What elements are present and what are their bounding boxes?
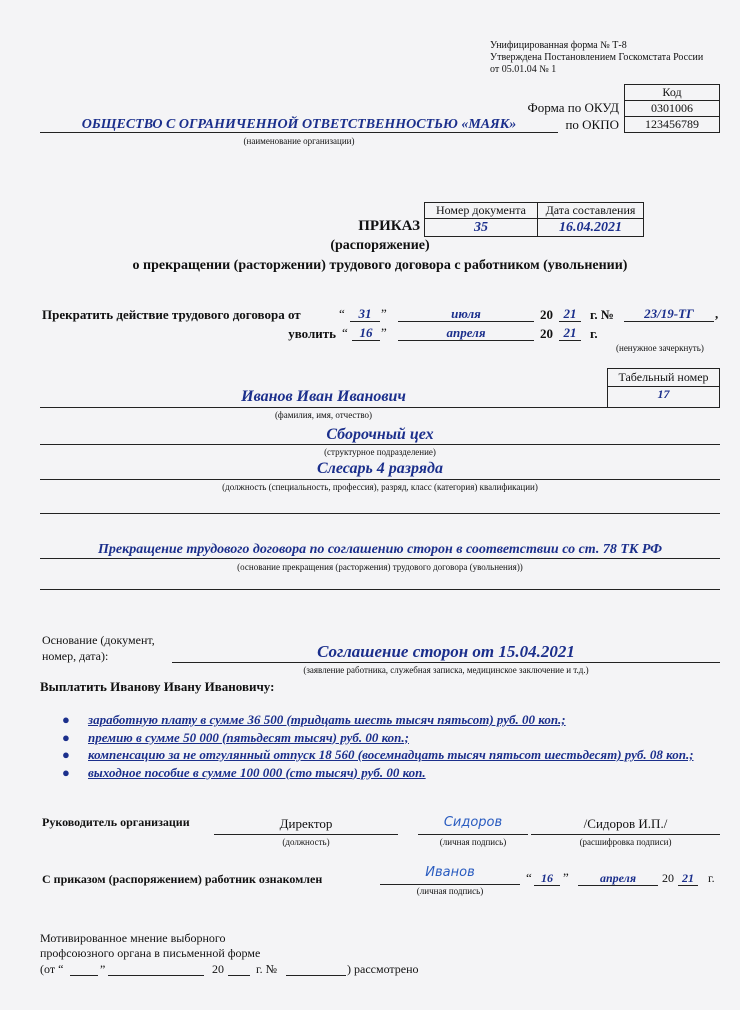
acquaint-year-line xyxy=(678,885,698,886)
bullet-icon: ● xyxy=(62,747,70,762)
union-line-2: профсоюзного органа в письменной форме xyxy=(40,946,261,960)
termination-month: июля xyxy=(451,306,481,321)
employee-signature-line xyxy=(380,884,520,885)
union-year-line xyxy=(228,975,250,976)
doc-date: 16.04.2021 xyxy=(538,219,644,237)
termination-ground: Прекращение трудового договора по соглашению сторон в соответствии со ст. 78 ТК РФ xyxy=(98,542,662,557)
payment-item xyxy=(40,746,720,764)
head-signature-caption: (личная подпись) xyxy=(439,837,507,847)
head-label: Руководитель организации xyxy=(42,815,190,829)
tab-number: 17 xyxy=(608,387,720,408)
union-year-prefix: 20 xyxy=(212,962,224,976)
bullet-icon: ● xyxy=(62,712,70,727)
tab-number-table xyxy=(607,368,720,408)
acquaint-day-line xyxy=(534,885,560,886)
dismiss-year-line xyxy=(559,340,581,341)
q-close-2: ” xyxy=(381,325,387,340)
position: Слесарь 4 разряда xyxy=(317,460,443,477)
payments-heading: Выплатить Иванову Ивану Ивановичу: xyxy=(40,679,275,694)
okpo-value: 123456789 xyxy=(625,117,720,133)
union-num-label: г. № xyxy=(256,962,278,976)
name-caption: (фамилия, имя, отчество) xyxy=(274,410,373,420)
dismiss-year: 21 xyxy=(563,325,577,340)
termination-lead: Прекратить действие трудового договора от xyxy=(42,307,301,322)
year-line xyxy=(559,321,581,322)
basis-label-2: номер, дата): xyxy=(42,649,109,663)
employee-signature-caption: (личная подпись) xyxy=(416,886,484,896)
union-day-line xyxy=(70,975,98,976)
okud-value: 0301006 xyxy=(625,101,720,117)
head-position-caption: (должность) xyxy=(282,837,330,847)
dismiss-label: уволить xyxy=(288,326,336,341)
payment-text: выходное пособие в сумме 100 000 (сто тысяч) руб. 00 коп. xyxy=(88,764,426,780)
organization-caption: (наименование организации) xyxy=(243,136,355,146)
department: Сборочный цех xyxy=(326,426,434,443)
head-position: Директор xyxy=(279,816,333,831)
number-label: г. № xyxy=(590,307,615,322)
name-line xyxy=(40,407,607,408)
union-line-1: Мотивированное мнение выборного xyxy=(40,931,226,945)
organization-line xyxy=(40,132,558,133)
ground-caption: (основание прекращения (расторжения) трудового договора (увольнения)) xyxy=(237,562,523,572)
contract-number: 23/19-ТГ xyxy=(644,306,694,321)
acquaint-month: апреля xyxy=(599,871,637,885)
q-open-1: “ xyxy=(339,306,345,321)
acquaint-year: 21 xyxy=(682,871,694,885)
acq-q-close: ” xyxy=(563,870,569,885)
ground-extra-line xyxy=(40,589,720,590)
head-decoding-caption: (расшифровка подписи) xyxy=(579,837,672,847)
position-caption: (должность (специальность, профессия), разряд, класс (категория) квалификации) xyxy=(222,482,538,492)
union-num-line xyxy=(286,975,346,976)
doc-number: 35 xyxy=(425,219,538,237)
ground-line xyxy=(40,558,720,559)
basis-line xyxy=(172,662,720,663)
doc-subtitle: (распоряжение) xyxy=(330,238,430,253)
comma: , xyxy=(715,306,719,321)
union-q-close: ” xyxy=(100,962,106,976)
dismiss-month-line xyxy=(398,340,534,341)
termination-day: 31 xyxy=(358,306,372,321)
doc-table xyxy=(424,202,644,237)
acquaint-year-prefix: 20 xyxy=(662,871,674,885)
form-line-3: от 05.01.04 № 1 xyxy=(490,64,557,75)
contract-line xyxy=(624,321,714,322)
head-signature-line xyxy=(418,834,528,835)
dismiss-month: апреля xyxy=(446,325,486,340)
payment-item xyxy=(40,764,720,782)
head-position-line xyxy=(214,834,398,835)
doc-number-label: Номер документа xyxy=(425,203,538,219)
position-line xyxy=(40,479,720,480)
tab-number-label: Табельный номер xyxy=(608,369,720,387)
form-line-2: Утверждена Постановлением Госкомстата России xyxy=(490,52,704,63)
codes-head: Код xyxy=(625,85,720,101)
payment-text: премию в сумме 50 000 (пятьдесят тысяч) руб. 00 коп.; xyxy=(88,729,409,745)
form-line-1: Унифицированная форма № Т-8 xyxy=(490,40,627,51)
payments-list xyxy=(40,711,720,781)
doc-date-label: Дата составления xyxy=(538,203,644,219)
acquaint-label: С приказом (распоряжением) работник ознакомлен xyxy=(42,872,323,886)
employee-signature: Иванов xyxy=(425,865,475,880)
acquaint-suffix: г. xyxy=(708,871,715,885)
union-month-line xyxy=(108,975,204,976)
head-decoding: /Сидоров И.П./ xyxy=(583,816,668,831)
doc-title: ПРИКАЗ xyxy=(358,218,420,234)
acq-q-open: “ xyxy=(526,870,532,885)
basis-value: Соглашение сторон от 15.04.2021 xyxy=(317,642,575,661)
termination-year: 21 xyxy=(563,306,577,321)
head-decoding-line xyxy=(531,834,720,835)
payment-item xyxy=(40,711,720,729)
union-block xyxy=(40,931,260,961)
acquaint-day: 16 xyxy=(541,871,553,885)
dismiss-day-line xyxy=(352,340,380,341)
payment-item xyxy=(40,729,720,747)
q-close-1: ” xyxy=(381,306,387,321)
basis-label-1: Основание (документ, xyxy=(42,633,155,647)
union-from: (от “ xyxy=(40,962,64,976)
organization-name: ОБЩЕСТВО С ОГРАНИЧЕННОЙ ОТВЕТСТВЕННОСТЬЮ «МАЯК» xyxy=(81,117,517,132)
dismiss-year-prefix: 20 xyxy=(540,326,553,341)
payment-text: компенсацию за не отгулянный отпуск 18 560 (восемнадцать тысяч пятьсот шестьдесят) руб. 08 коп.; xyxy=(88,747,694,762)
bullet-icon: ● xyxy=(62,764,70,780)
department-caption: (структурное подразделение) xyxy=(324,447,436,457)
basis-caption: (заявление работника, служебная записка, медицинское заключение и т.д.) xyxy=(303,665,589,675)
position-extra-line xyxy=(40,513,720,514)
department-line xyxy=(40,444,720,445)
payment-text: заработную плату в сумме 36 500 (тридцать шесть тысяч пятьсот) руб. 00 коп.; xyxy=(88,712,566,727)
acquaint-month-line xyxy=(578,885,658,886)
strike-note: (ненужное зачеркнуть) xyxy=(616,343,704,353)
doc-heading: о прекращении (расторжении) трудового договора с работником (увольнении) xyxy=(132,258,628,273)
q-open-2: “ xyxy=(342,325,348,340)
codes-table xyxy=(624,84,720,133)
form-header xyxy=(490,40,703,76)
okpo-label: по ОКПО xyxy=(565,117,619,132)
basis-label xyxy=(42,632,155,664)
okud-label: Форма по ОКУД xyxy=(527,100,619,115)
dismiss-day: 16 xyxy=(359,325,373,340)
year-prefix: 20 xyxy=(540,307,553,322)
dismiss-suffix: г. xyxy=(590,326,598,341)
day-line xyxy=(350,321,380,322)
union-end: ) рассмотрено xyxy=(347,962,419,976)
employee-name: Иванов Иван Иванович xyxy=(241,388,406,405)
month-line xyxy=(398,321,534,322)
head-signature: Сидоров xyxy=(443,815,503,830)
bullet-icon: ● xyxy=(62,729,70,745)
